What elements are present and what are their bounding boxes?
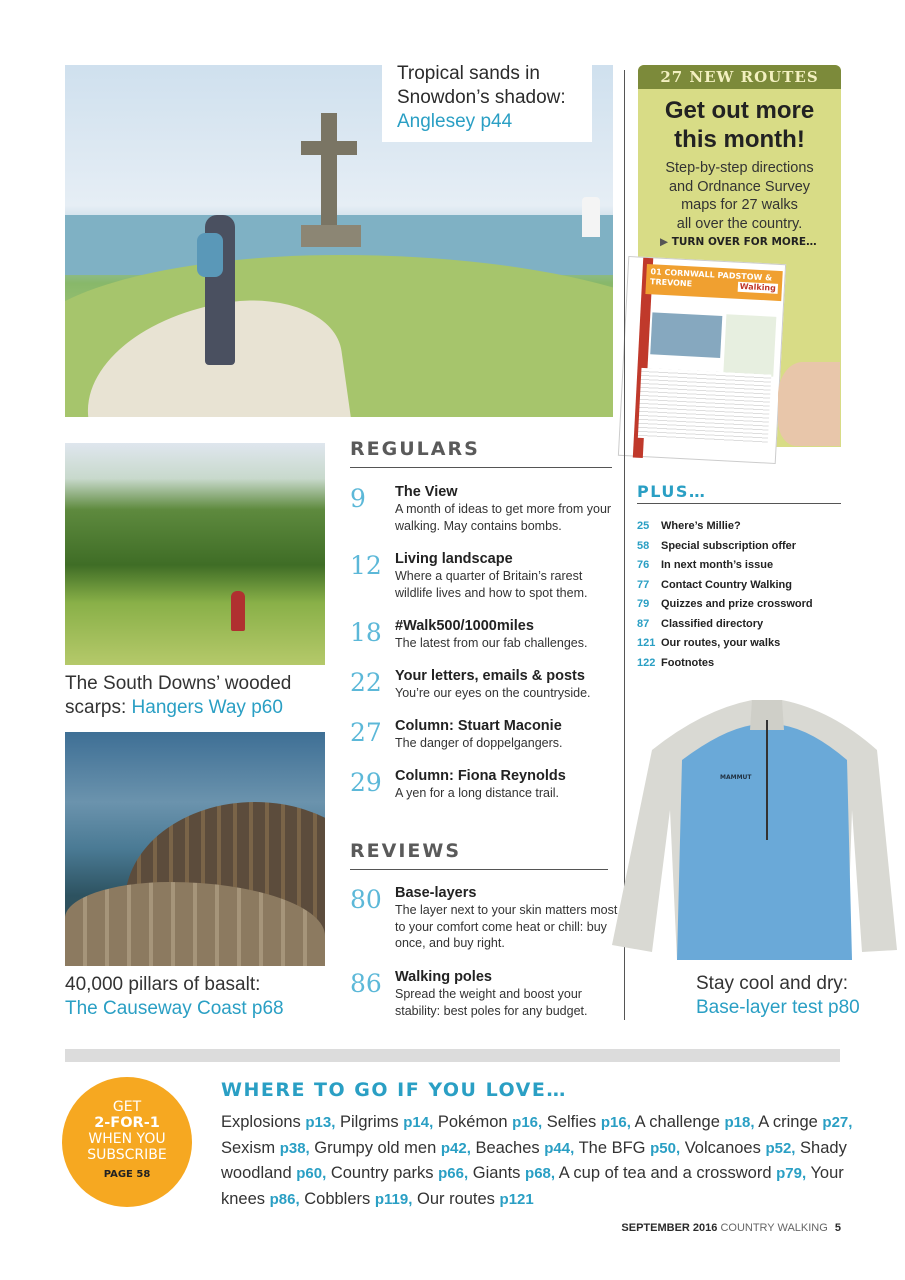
where-topic: Pilgrims bbox=[340, 1113, 404, 1131]
plus-item-label: In next month’s issue bbox=[661, 559, 774, 571]
plus-item-number: 25 bbox=[637, 520, 650, 532]
where-entry[interactable] bbox=[685, 1139, 796, 1157]
where-entry[interactable] bbox=[473, 1164, 555, 1182]
hero-caption-line2: Snowdon’s shadow: bbox=[397, 87, 566, 108]
where-entry[interactable] bbox=[221, 1113, 335, 1131]
item-description: Spread the weight and boost your stability: best poles for any budget. bbox=[395, 987, 588, 1018]
item-title: Walking poles bbox=[395, 969, 492, 985]
footer-page-number: 5 bbox=[834, 1222, 841, 1234]
south-downs-caption-link[interactable]: Hangers Way p60 bbox=[131, 697, 283, 718]
grey-divider-bar bbox=[65, 1049, 840, 1062]
plus-item-label: Where’s Millie? bbox=[661, 520, 741, 532]
promo-title-line2: this month! bbox=[674, 126, 805, 153]
where-topic: Volcanoes bbox=[684, 1138, 766, 1157]
where-topic: Country parks bbox=[330, 1164, 439, 1182]
where-page: p119, bbox=[374, 1190, 413, 1208]
where-topic: Grumpy old men bbox=[314, 1138, 441, 1157]
where-topic: Cobblers bbox=[304, 1189, 375, 1208]
item-page-number: 12 bbox=[350, 551, 382, 580]
where-entry[interactable] bbox=[314, 1139, 471, 1157]
where-entry[interactable] bbox=[635, 1113, 755, 1131]
where-page: p79, bbox=[776, 1165, 807, 1182]
plus-item[interactable] bbox=[637, 537, 796, 557]
where-topic: Selfies bbox=[546, 1113, 601, 1131]
item-page-number: 86 bbox=[350, 969, 382, 998]
item-description: The latest from our fab challenges. bbox=[395, 636, 588, 650]
badge-line: GET bbox=[112, 1099, 142, 1115]
where-topic: Pokémon bbox=[437, 1113, 513, 1131]
where-entry[interactable] bbox=[579, 1139, 681, 1157]
where-topic: Sexism bbox=[221, 1138, 280, 1157]
where-topic: Your knees bbox=[221, 1164, 844, 1208]
plus-item-number: 122 bbox=[637, 656, 656, 669]
plus-item-label: Contact Country Walking bbox=[661, 578, 792, 591]
plus-rule bbox=[637, 503, 841, 504]
where-entry[interactable] bbox=[559, 1164, 806, 1182]
shirt-logo: MAMMUT bbox=[720, 774, 752, 781]
where-entry[interactable] bbox=[438, 1113, 542, 1131]
plus-item[interactable] bbox=[637, 654, 714, 674]
regulars-rule bbox=[350, 467, 612, 468]
turn-over-label: TURN OVER FOR MORE… bbox=[671, 236, 817, 248]
item-description: Where a quarter of Britain’s rarest wildlife lives and how to spot them. bbox=[395, 569, 588, 600]
hero-caption-link[interactable]: Anglesey p44 bbox=[397, 111, 513, 132]
item-title: #Walk500/1000miles bbox=[395, 618, 534, 634]
where-page: p66, bbox=[438, 1165, 469, 1182]
shirt-caption bbox=[696, 972, 896, 1020]
page-footer bbox=[571, 1222, 841, 1234]
south-downs-caption bbox=[65, 672, 335, 720]
south-downs-caption-prefix: scarps: bbox=[65, 697, 127, 718]
where-topic: The BFG bbox=[578, 1138, 651, 1157]
where-page: p14, bbox=[403, 1114, 434, 1131]
promo-text-line: and Ordnance Survey bbox=[668, 178, 811, 195]
plus-item-label: Classified directory bbox=[661, 617, 764, 630]
causeway-caption-link[interactable]: The Causeway Coast p68 bbox=[65, 998, 284, 1019]
plus-item[interactable] bbox=[637, 576, 792, 596]
where-topic: Shady woodland bbox=[221, 1138, 847, 1182]
item-page-number: 80 bbox=[350, 885, 382, 914]
promo-text-line: maps for 27 walks bbox=[681, 197, 798, 213]
where-page: p121 bbox=[499, 1190, 534, 1208]
where-page: p16, bbox=[512, 1114, 543, 1131]
item-page-number: 29 bbox=[350, 768, 382, 797]
footer-magazine: COUNTRY WALKING bbox=[720, 1222, 828, 1234]
hand-holding-card bbox=[778, 362, 840, 446]
item-description: You’re our eyes on the countryside. bbox=[395, 686, 591, 700]
plus-item-label: Quizzes and prize crossword bbox=[661, 598, 813, 610]
play-arrow-icon: ▶ bbox=[660, 236, 669, 248]
item-page-number: 22 bbox=[350, 668, 382, 697]
badge-line: SUBSCRIBE bbox=[87, 1147, 167, 1163]
where-entry[interactable] bbox=[758, 1113, 852, 1131]
promo-text-line: all over the country. bbox=[676, 215, 803, 232]
plus-item[interactable] bbox=[637, 615, 763, 635]
where-page: p60, bbox=[296, 1165, 327, 1182]
subscribe-badge[interactable] bbox=[62, 1077, 192, 1207]
where-page: p16, bbox=[600, 1114, 631, 1131]
item-description: The danger of doppelgangers. bbox=[395, 736, 563, 750]
item-title: Your letters, emails & posts bbox=[395, 668, 585, 684]
where-page: p44, bbox=[544, 1139, 575, 1157]
where-entry[interactable] bbox=[417, 1190, 534, 1208]
base-layer-shirt-photo bbox=[612, 690, 902, 960]
where-entry[interactable] bbox=[340, 1113, 433, 1131]
turn-over-link[interactable] bbox=[660, 236, 840, 248]
footer-issue: SEPTEMBER 2016 bbox=[621, 1222, 718, 1234]
item-page-number: 27 bbox=[350, 718, 382, 747]
plus-item-number: 58 bbox=[637, 539, 650, 552]
promo-title-line1: Get out more bbox=[664, 97, 815, 124]
badge-line: WHEN YOU bbox=[88, 1131, 166, 1147]
item-title: Column: Fiona Reynolds bbox=[395, 768, 566, 784]
plus-item[interactable] bbox=[637, 634, 780, 654]
reviews-rule bbox=[350, 869, 608, 870]
south-downs-photo bbox=[65, 443, 325, 665]
hero-caption bbox=[382, 60, 592, 142]
shirt-caption-line1: Stay cool and dry: bbox=[696, 973, 849, 994]
item-title: Base-layers bbox=[395, 885, 477, 901]
item-title: The View bbox=[395, 484, 458, 500]
plus-heading: PLUS… bbox=[637, 482, 707, 501]
plus-item-number: 121 bbox=[637, 637, 656, 649]
where-page: p42, bbox=[440, 1139, 471, 1157]
where-page: p18, bbox=[724, 1114, 755, 1131]
south-downs-caption-line1: The South Downs’ wooded bbox=[65, 673, 292, 694]
shirt-caption-link[interactable]: Base-layer test p80 bbox=[696, 997, 860, 1018]
where-page: p68, bbox=[525, 1165, 556, 1182]
where-topic: Explosions bbox=[221, 1113, 306, 1131]
where-topic: A cup of tea and a crossword bbox=[558, 1164, 777, 1182]
where-to-go-list bbox=[221, 1110, 861, 1212]
where-entry[interactable] bbox=[304, 1190, 412, 1208]
route-card-brand: Walking bbox=[737, 282, 778, 294]
where-topic: A challenge bbox=[634, 1113, 725, 1131]
plus-item-number: 87 bbox=[637, 617, 650, 630]
route-card-image bbox=[618, 256, 786, 464]
item-description: The layer next to your skin matters most to your comfort come heat or chill: buy once, and buy right. bbox=[395, 903, 618, 950]
where-page: p86, bbox=[269, 1190, 300, 1208]
where-entry[interactable] bbox=[547, 1113, 631, 1131]
where-page: p38, bbox=[279, 1139, 310, 1157]
route-card-label: CORNWALL PADSTOW & TREVONE bbox=[649, 267, 773, 289]
promo-title bbox=[638, 96, 841, 154]
plus-item[interactable] bbox=[637, 595, 813, 615]
where-entry[interactable] bbox=[221, 1139, 310, 1157]
item-title: Column: Stuart Maconie bbox=[395, 718, 562, 734]
plus-item[interactable] bbox=[637, 517, 741, 537]
route-card-number: 01 bbox=[650, 267, 662, 277]
promo-header: 27 NEW ROUTES bbox=[638, 65, 841, 89]
reviews-heading: REVIEWS bbox=[350, 840, 462, 862]
where-entry[interactable] bbox=[475, 1139, 574, 1157]
item-title: Living landscape bbox=[395, 551, 513, 567]
promo-text-line: Step-by-step directions bbox=[665, 160, 814, 176]
plus-item-label: Footnotes bbox=[661, 656, 715, 669]
item-page-number: 18 bbox=[350, 618, 382, 647]
plus-item-number: 79 bbox=[637, 598, 650, 610]
plus-item[interactable] bbox=[637, 556, 773, 576]
where-topic: Beaches bbox=[475, 1138, 545, 1157]
where-page: p27, bbox=[822, 1114, 853, 1131]
where-entry[interactable] bbox=[331, 1164, 468, 1182]
where-topic: Our routes bbox=[416, 1189, 500, 1208]
badge-page: PAGE 58 bbox=[103, 1169, 151, 1180]
causeway-caption bbox=[65, 973, 335, 1021]
causeway-photo bbox=[65, 732, 325, 966]
where-page: p50, bbox=[650, 1139, 681, 1157]
where-topic: A cringe bbox=[758, 1113, 823, 1131]
plus-item-number: 77 bbox=[637, 578, 650, 591]
plus-item-label: Special subscription offer bbox=[661, 539, 797, 552]
hero-caption-line1: Tropical sands in bbox=[397, 63, 540, 84]
promo-text bbox=[645, 159, 834, 233]
where-page: p13, bbox=[305, 1114, 336, 1131]
where-page: p52, bbox=[765, 1139, 796, 1157]
regulars-heading: REGULARS bbox=[350, 438, 480, 460]
where-topic: Giants bbox=[472, 1164, 526, 1182]
plus-item-label: Our routes, your walks bbox=[661, 637, 781, 649]
plus-item-number: 76 bbox=[637, 559, 650, 571]
badge-line: 2-FOR-1 bbox=[94, 1115, 160, 1131]
where-to-go-heading: WHERE TO GO IF YOU LOVE… bbox=[221, 1079, 567, 1101]
item-description: A month of ideas to get more from your walking. May contains bombs. bbox=[395, 502, 612, 533]
causeway-caption-line1: 40,000 pillars of basalt: bbox=[65, 974, 261, 995]
item-page-number: 9 bbox=[350, 484, 366, 513]
item-description: A yen for a long distance trail. bbox=[395, 786, 559, 800]
